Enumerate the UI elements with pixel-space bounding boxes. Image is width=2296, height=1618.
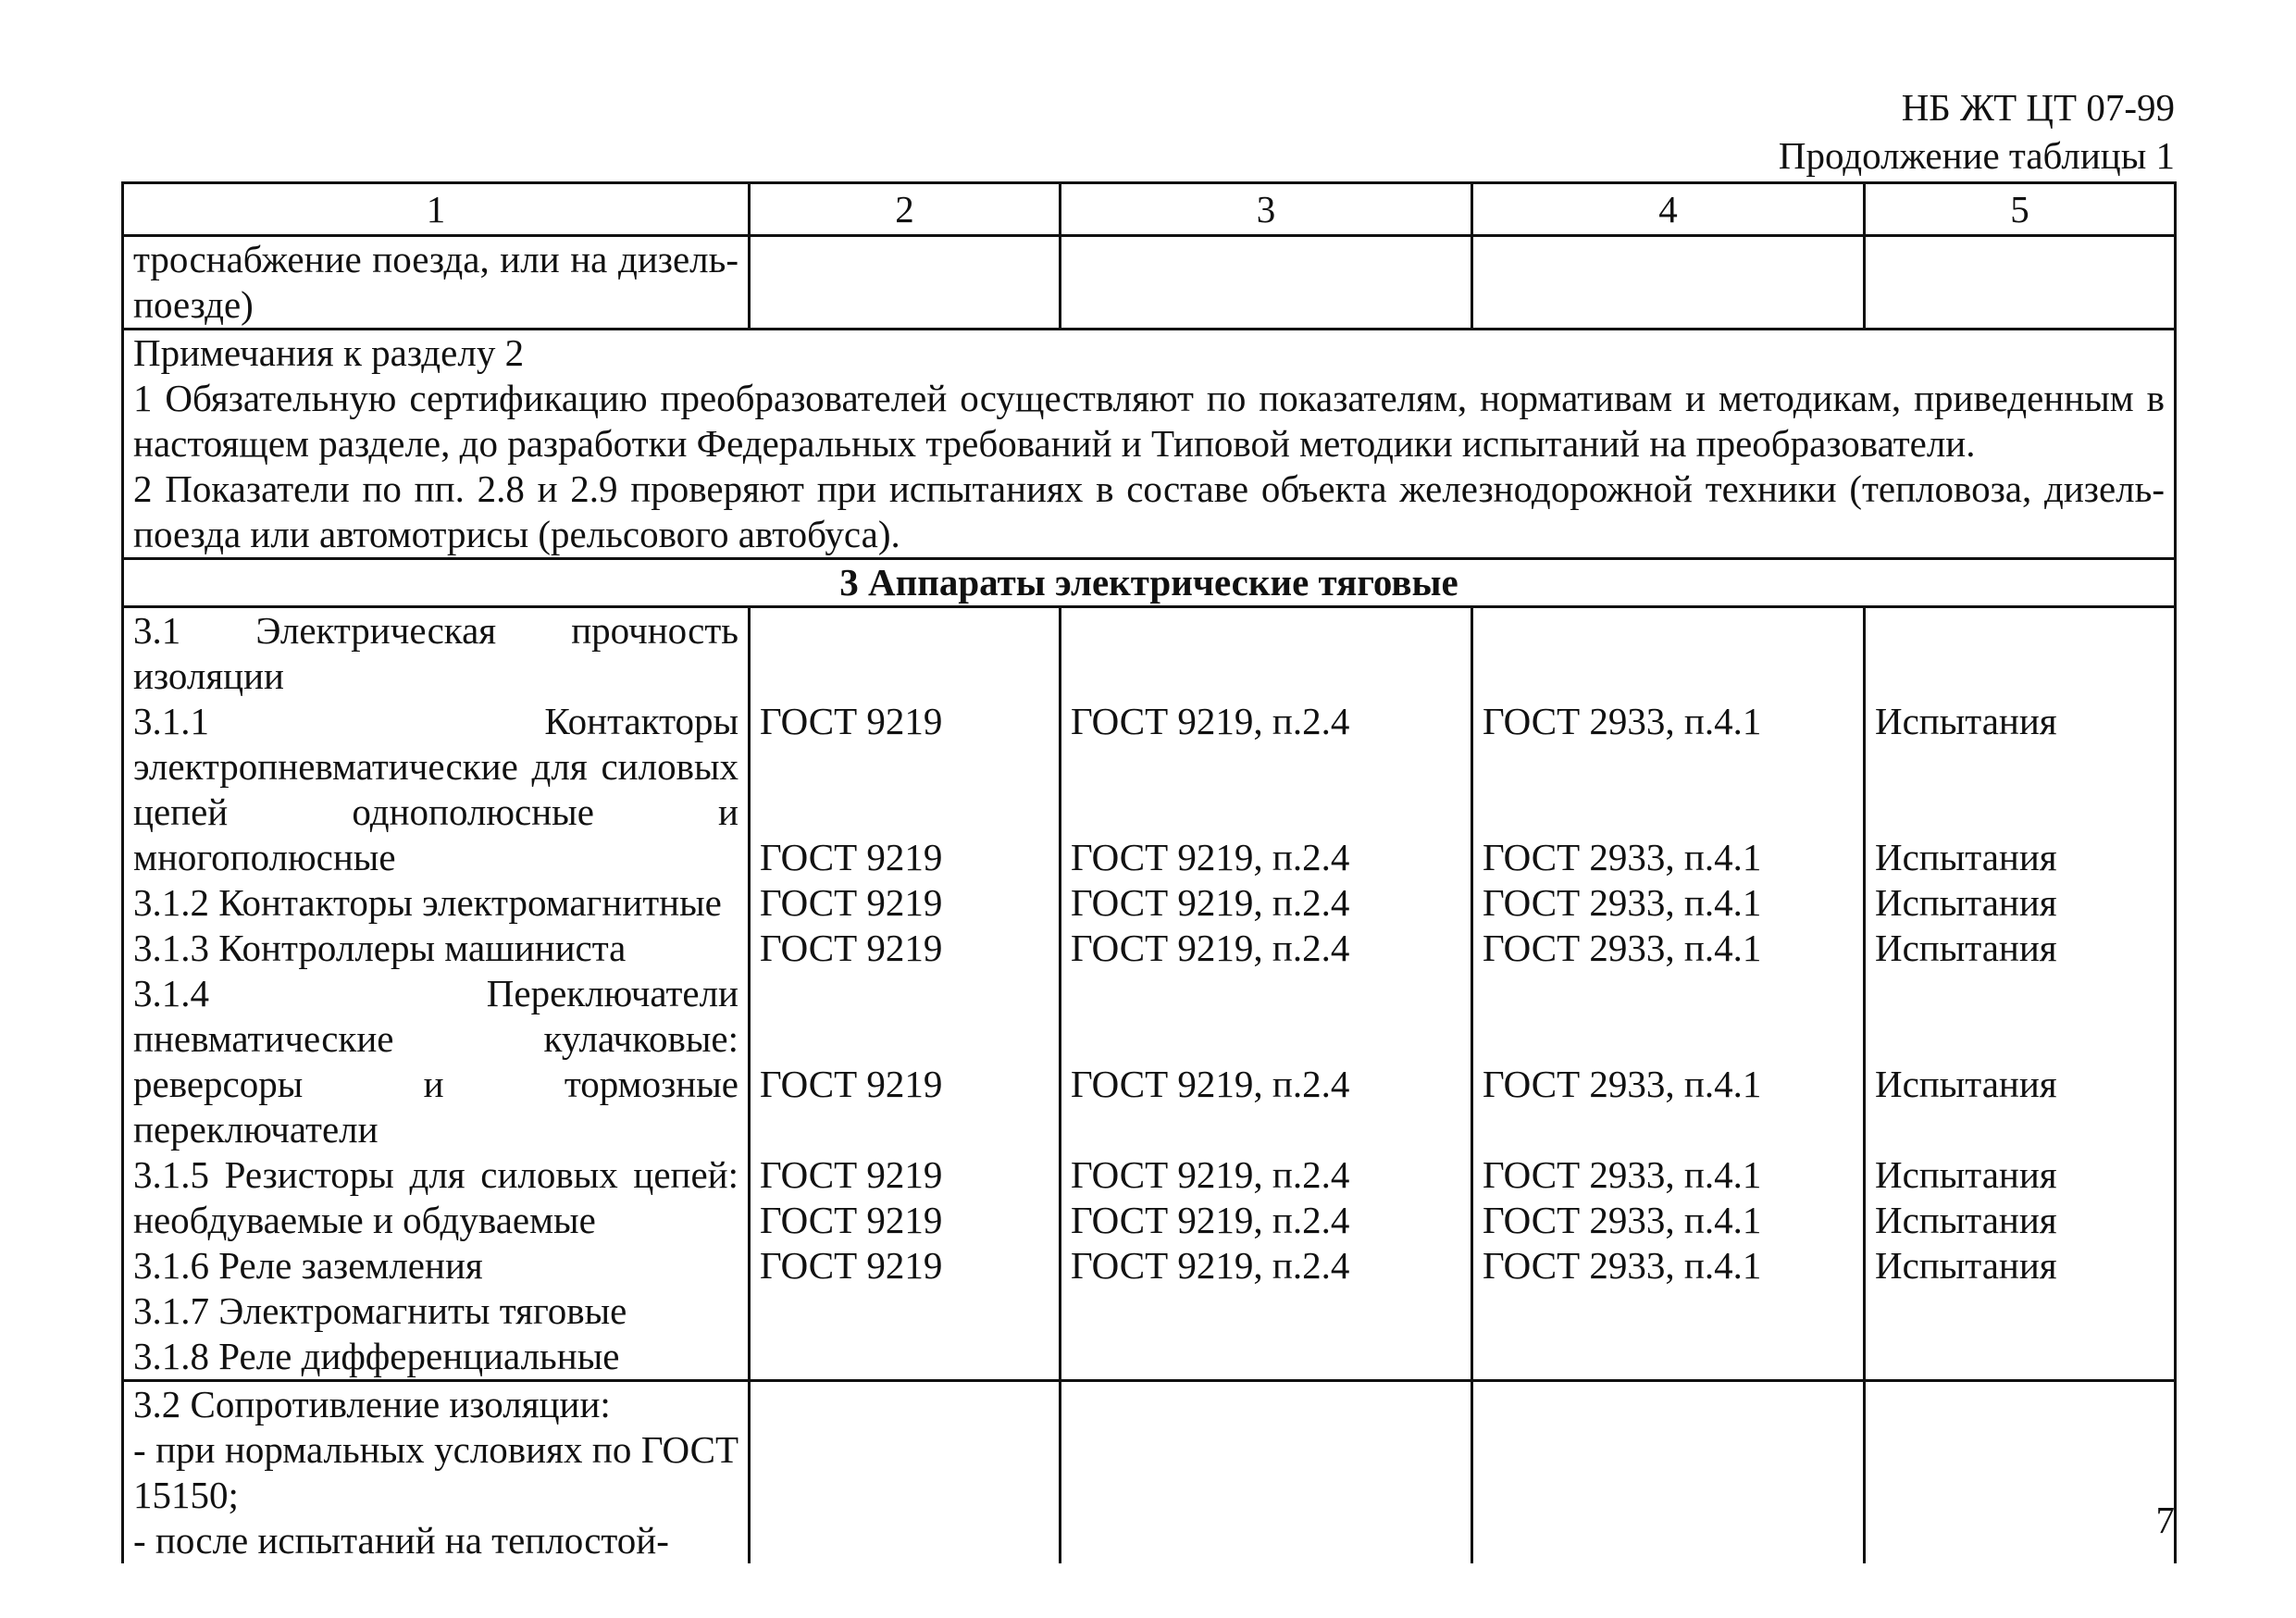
table-cell [1472, 1381, 1865, 1564]
document-code: НБ ЖТ ЦТ 07-99 [1901, 86, 2175, 129]
section-row [123, 559, 2176, 607]
column-2-cell [750, 607, 1061, 1381]
column-number: 2 [750, 183, 1061, 236]
column-number-row [123, 183, 2176, 236]
item-value: ГОСТ 2933, п.4.1 [1483, 927, 1762, 969]
parameter-column [123, 607, 750, 1381]
item-value: ГОСТ 9219 [760, 1063, 943, 1105]
item-value: ГОСТ 2933, п.4.1 [1483, 1244, 1762, 1287]
item-value: ГОСТ 2933, п.4.1 [1483, 1153, 1762, 1196]
table-cell [1865, 236, 2176, 330]
item-name: 3.1.7 Электромагниты тяговые [133, 1289, 627, 1332]
parameter-column [123, 1381, 750, 1564]
note-2: 2 Показатели по пп. 2.8 и 2.9 проверяют при испытаниях в составе объекта железнодорожной техники (тепловоза, дизель-поезда или автомотрисы (рельсового автобуса). [133, 467, 2165, 555]
notes-cell [123, 330, 2176, 559]
table-cell [1472, 236, 1865, 330]
item-value: ГОСТ 9219 [760, 881, 943, 924]
column-number: 5 [1865, 183, 2176, 236]
notes-row [123, 330, 2176, 559]
column-number: 4 [1472, 183, 1865, 236]
note-1: 1 Обязательную сертификацию преобразователей осуществляют по показателям, нормативам и методикам, приведенным в настоящем разделе, до разработки Федеральных требований и Типовой методики испытаний на преобразователи. [133, 377, 2165, 465]
item-value: Испытания [1875, 1063, 2057, 1105]
item-value: Испытания [1875, 700, 2057, 742]
group-title: 3.1 Электрическая прочность изоляции [133, 609, 738, 697]
item-value: ГОСТ 9219 [760, 836, 943, 878]
table-cell [750, 1381, 1061, 1564]
column-3-cell [1061, 607, 1472, 1381]
item-name: 3.1.8 Реле дифференциальные [133, 1335, 620, 1377]
requirements-table [121, 181, 2177, 1563]
notes-title: Примечания к разделу 2 [133, 331, 525, 374]
item-value: ГОСТ 9219, п.2.4 [1071, 700, 1350, 742]
item-value: ГОСТ 2933, п.4.1 [1483, 881, 1762, 924]
item-name: 3.1.5 Резисторы для силовых цепей: необдуваемые и обдуваемые [133, 1153, 738, 1241]
item-value: ГОСТ 2933, п.4.1 [1483, 1063, 1762, 1105]
item-value: ГОСТ 9219, п.2.4 [1071, 1199, 1350, 1241]
column-5-cell [1865, 607, 2176, 1381]
item-name: - после испытаний на теплостой- [133, 1519, 669, 1562]
item-name: 3.1.6 Реле заземления [133, 1244, 483, 1287]
item-value: ГОСТ 9219, п.2.4 [1071, 1063, 1350, 1105]
table-continuation-title: Продолжение таблицы 1 [1778, 134, 2175, 177]
column-4-cell [1472, 607, 1865, 1381]
item-value: Испытания [1875, 1153, 2057, 1196]
table-row [123, 607, 2176, 1381]
item-value: ГОСТ 2933, п.4.1 [1483, 836, 1762, 878]
item-value: Испытания [1875, 1244, 2057, 1287]
table-row [123, 236, 2176, 330]
item-value: ГОСТ 9219 [760, 1153, 943, 1196]
group-title: 3.2 Сопротивление изоляции: [133, 1383, 611, 1425]
table-cell: троснабжение поезда, или на дизель-поезде) [123, 236, 750, 330]
item-name: - при нормальных условиях по ГОСТ 15150; [133, 1428, 738, 1516]
table-cell [1865, 1381, 2176, 1564]
item-value: ГОСТ 9219 [760, 1199, 943, 1241]
item-value: Испытания [1875, 1199, 2057, 1241]
table-cell [1061, 236, 1472, 330]
item-value: ГОСТ 9219, п.2.4 [1071, 1153, 1350, 1196]
table-cell [1061, 1381, 1472, 1564]
item-name: 3.1.4 Переключатели пневматические кулачковые: реверсоры и тормозные переключатели [133, 972, 738, 1151]
column-number: 3 [1061, 183, 1472, 236]
item-value: Испытания [1875, 881, 2057, 924]
table-cell [750, 236, 1061, 330]
item-value: ГОСТ 9219, п.2.4 [1071, 881, 1350, 924]
item-name: 3.1.2 Контакторы электромагнитные [133, 881, 722, 924]
item-value: ГОСТ 9219 [760, 927, 943, 969]
item-value: Испытания [1875, 927, 2057, 969]
item-value: ГОСТ 9219, п.2.4 [1071, 836, 1350, 878]
item-value: ГОСТ 9219, п.2.4 [1071, 1244, 1350, 1287]
item-name: 3.1.1 Контакторы электропневматические для силовых цепей однополюсные и многополюсные [133, 700, 738, 878]
column-number: 1 [123, 183, 750, 236]
item-value: ГОСТ 2933, п.4.1 [1483, 700, 1762, 742]
item-name: 3.1.3 Контроллеры машиниста [133, 927, 627, 969]
item-value: ГОСТ 2933, п.4.1 [1483, 1199, 1762, 1241]
item-value: ГОСТ 9219 [760, 700, 943, 742]
section-title: 3 Аппараты электрические тяговые [123, 559, 2176, 607]
item-value: ГОСТ 9219 [760, 1244, 943, 1287]
item-value: Испытания [1875, 836, 2057, 878]
page-number: 7 [2155, 1499, 2175, 1541]
item-value: ГОСТ 9219, п.2.4 [1071, 927, 1350, 969]
table-row [123, 1381, 2176, 1564]
